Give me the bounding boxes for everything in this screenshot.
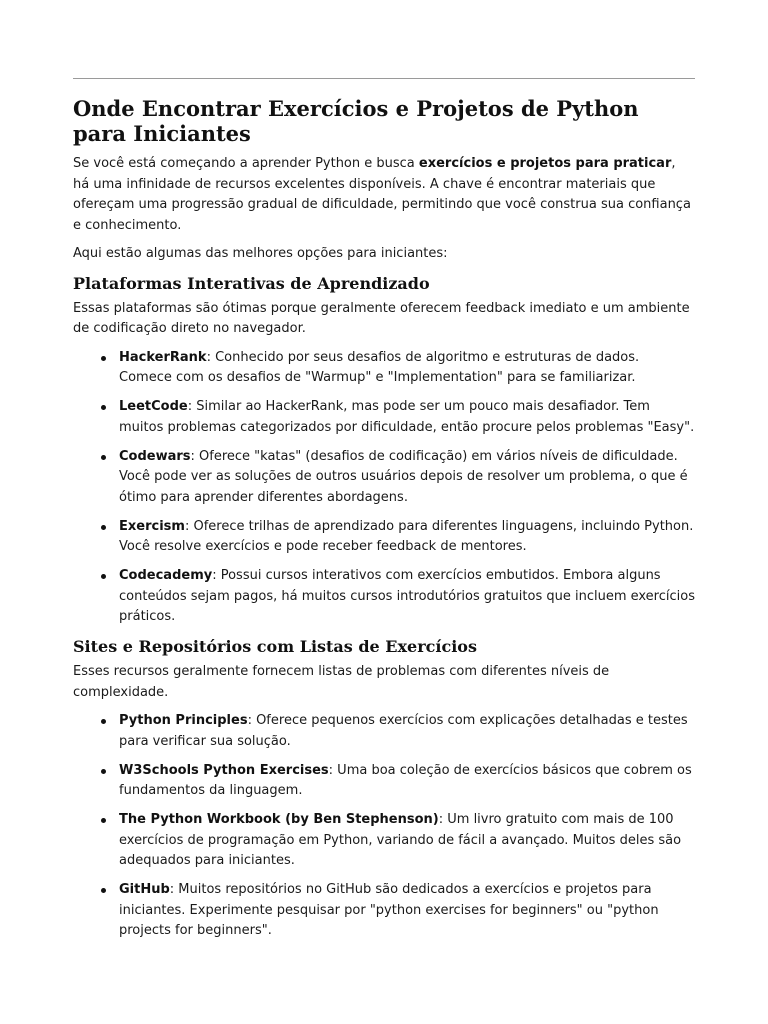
resource-name: Codecademy bbox=[119, 568, 213, 583]
resource-description: : Muitos repositórios no GitHub são dedicados a exercícios e projetos para iniciantes. Experimente pesquisar por "python exercises for beginners" ou "python projects for beginners". bbox=[119, 882, 659, 938]
resource-name: Exercism bbox=[119, 518, 185, 534]
platforms-list bbox=[73, 348, 695, 628]
intro-bold-phrase: exercícios e projetos para praticar bbox=[418, 156, 672, 171]
section-heading-sites: Sites e Repositórios com Listas de Exercícios bbox=[73, 637, 477, 656]
bullet-icon bbox=[101, 769, 106, 774]
list-item bbox=[73, 761, 695, 802]
resource-name: Codewars bbox=[119, 448, 191, 464]
intro-text-start: Se você está começando a aprender Python e busca bbox=[73, 156, 419, 171]
resource-name: GitHub bbox=[119, 882, 170, 897]
bullet-icon bbox=[101, 405, 106, 410]
list-item bbox=[73, 810, 695, 872]
resource-description: : Conhecido por seus desafios de algoritmo e estruturas de dados. Comece com os desafios de "Warmup" e "Implementation" para se familiarizar. bbox=[119, 349, 640, 385]
intro-text-end: , há uma infinidade de recursos excelentes disponíveis. A chave é encontrar materiais que ofereçam uma progressão gradual de dificuldade, permitindo que você construa sua confiança e conhecimento. bbox=[73, 156, 691, 233]
bullet-icon bbox=[101, 818, 106, 823]
bullet-icon bbox=[101, 455, 106, 460]
bullet-icon bbox=[101, 525, 106, 530]
top-divider bbox=[73, 78, 695, 79]
resource-description: : Uma boa coleção de exercícios básicos que cobrem os fundamentos da linguagem. bbox=[119, 762, 692, 798]
resource-name: HackerRank bbox=[119, 349, 207, 365]
resource-name: The Python Workbook (by Ben Stephenson) bbox=[119, 812, 439, 827]
page-title: Onde Encontrar Exercícios e Projetos de Python para Iniciantes bbox=[73, 96, 639, 146]
resource-description: : Um livro gratuito com mais de 100 exercícios de programação em Python, variando de fácil a avançado. Muitos deles são adequados para iniciantes. bbox=[119, 812, 682, 868]
bullet-icon bbox=[101, 719, 106, 724]
lead-paragraph: Aqui estão algumas das melhores opções para iniciantes: bbox=[73, 246, 448, 261]
resource-description: : Oferece trilhas de aprendizado para diferentes linguagens, incluindo Python. Você resolve exercícios e pode receber feedback de mentores. bbox=[119, 518, 694, 554]
resource-description: : Oferece pequenos exercícios com explicações detalhadas e testes para verificar sua solução. bbox=[119, 713, 688, 749]
sites-list bbox=[73, 711, 695, 942]
resource-description: : Oferece "katas" (desafios de codificação) em vários níveis de dificuldade. Você pode ver as soluções de outros usuários depois de resolver um problema, o que é ótimo para aprender diferentes abordagens. bbox=[119, 448, 688, 505]
resource-name: LeetCode bbox=[119, 399, 188, 414]
bullet-icon bbox=[101, 574, 106, 579]
resource-description: : Possui cursos interativos com exercícios embutidos. Embora alguns conteúdos sejam pagos, há muitos cursos introdutórios gratuitos que incluem exercícios práticos. bbox=[119, 568, 695, 624]
bullet-icon bbox=[101, 888, 106, 893]
section-description: Essas plataformas são ótimas porque geralmente oferecem feedback imediato e um ambiente de codificação direto no navegador. bbox=[73, 300, 690, 336]
section-description: Esses recursos geralmente fornecem listas de problemas com diferentes níveis de complexidade. bbox=[73, 664, 610, 700]
resource-description: : Similar ao HackerRank, mas pode ser um pouco mais desafiador. Tem muitos problemas categorizados por dificuldade, então procure pelos problemas "Easy". bbox=[119, 399, 695, 435]
resource-name: W3Schools Python Exercises bbox=[119, 762, 329, 778]
list-item bbox=[73, 517, 695, 558]
list-item bbox=[73, 397, 695, 438]
resource-name: Python Principles bbox=[119, 713, 248, 728]
bullet-icon bbox=[101, 356, 106, 361]
list-item bbox=[73, 880, 695, 942]
document-page bbox=[73, 0, 695, 950]
intro-paragraph bbox=[73, 154, 695, 236]
list-item bbox=[73, 566, 695, 628]
list-item bbox=[73, 348, 695, 389]
list-item bbox=[73, 447, 695, 509]
list-item bbox=[73, 711, 695, 752]
section-heading-platforms: Plataformas Interativas de Aprendizado bbox=[73, 273, 430, 293]
